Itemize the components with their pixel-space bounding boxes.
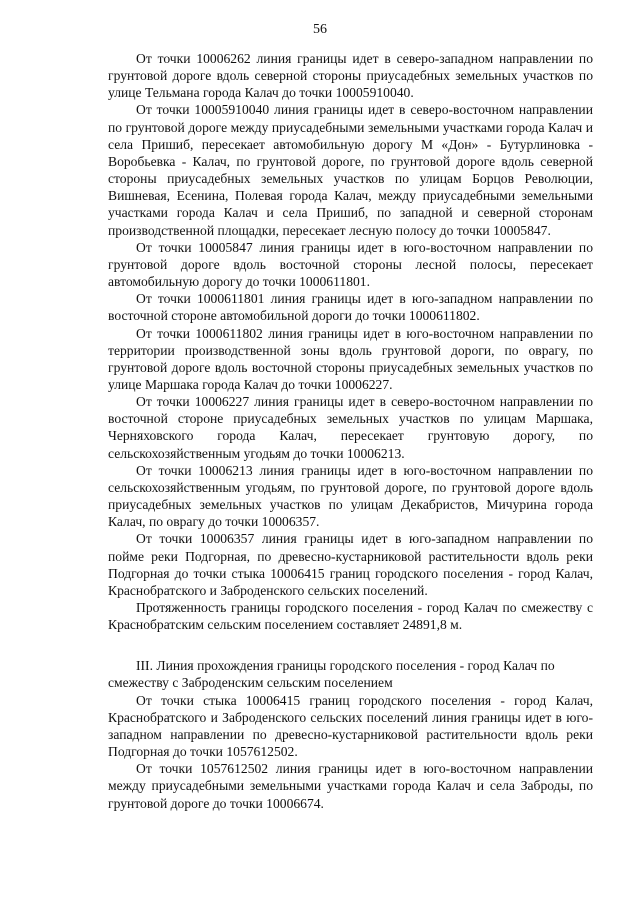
paragraph: От точки 10006357 линия границы идет в юго-западном направлении по пойме реки Подгорная, по древесно-кустарниковой растительности вдоль реки Подгорная до точки стыка 10006415 границ городского поселения - город Калач, Краснобратского и Заброденского сельских поселений. [108, 531, 593, 598]
paragraph: От точки 10005910040 линия границы идет в северо-восточном направлении по грунтовой дороге между приусадебными земельными участками города Калач и села Пришиб, пересекает автомобильную дорогу М «Дон» - Бутурлиновка - Воробьевка - Калач, по грунтовой дороге, по грунтовой дороге вдоль северной стороны приусадебных земельных участков по улицам Борцов Революции, Вишневая, Есенина, Полевая города Калач, между приусадебными земельными участками города Калач и села Пришиб, по западной и северной сторонам производственной площадки, пересекает лесную полосу до точки 10005847. [108, 102, 593, 238]
paragraph: От точки 10006262 линия границы идет в северо-западном направлении по грунтовой дороге вдоль северной стороны приусадебных земельных участков по улице Тельмана города Калач до точки 10005910040. [108, 51, 593, 101]
document-body [108, 50, 593, 812]
paragraph: От точки стыка 10006415 границ городского поселения - город Калач, Краснобратского и Заброденского сельских поселений линия границы идет в юго-западном направлении по древесно-кустарниковой растительности вдоль реки Подгорная до точки 1057612502. [108, 692, 593, 760]
page-number: 56 [313, 22, 327, 37]
section-heading: III. Линия прохождения границы городского поселения - город Калач по смежеству с Заброденским сельским поселением [108, 658, 555, 691]
paragraph: От точки 10006213 линия границы идет в юго-восточном направлении по сельскохозяйственным угодьям, по грунтовой дороге, по грунтовой дороге вдоль приусадебных земельных участков по улицам Декабристов, Мичурина города Калач, по оврагу до точки 10006357. [108, 462, 593, 530]
paragraph: От точки 1000611802 линия границы идет в юго-восточном направлении по территории производственной зоны вдоль грунтовой дороги, по оврагу, по грунтовой дороге вдоль восточной стороны приусадебных земельных участков по улице Маршака города Калач до точки 10006227. [108, 325, 593, 392]
paragraph: От точки 1000611801 линия границы идет в юго-западном направлении по восточной стороне автомобильной дороги до точки 1000611802. [108, 291, 593, 324]
paragraph: От точки 10006227 линия границы идет в северо-восточном направлении по восточной стороне приусадебных земельных участков по улицам Маршака, Черняховского города Калач, пересекает грунтовую дорогу, по сельскохозяйственным угодьям до точки 10006213. [108, 394, 593, 461]
paragraph: От точки 1057612502 линия границы идет в юго-восточном направлении между приусадебными земельными участками города Калач и села Заброды, по грунтовой дороге до точки 10006674. [108, 761, 593, 811]
paragraph: Протяженность границы городского поселения - город Калач по смежеству с Краснобратским сельским поселением составляет 24891,8 м. [108, 600, 593, 633]
paragraph: От точки 10005847 линия границы идет в юго-восточном направлении по грунтовой дороге вдоль восточной стороны лесной полосы, пересекает автомобильную дорогу до точки 1000611801. [108, 239, 593, 290]
